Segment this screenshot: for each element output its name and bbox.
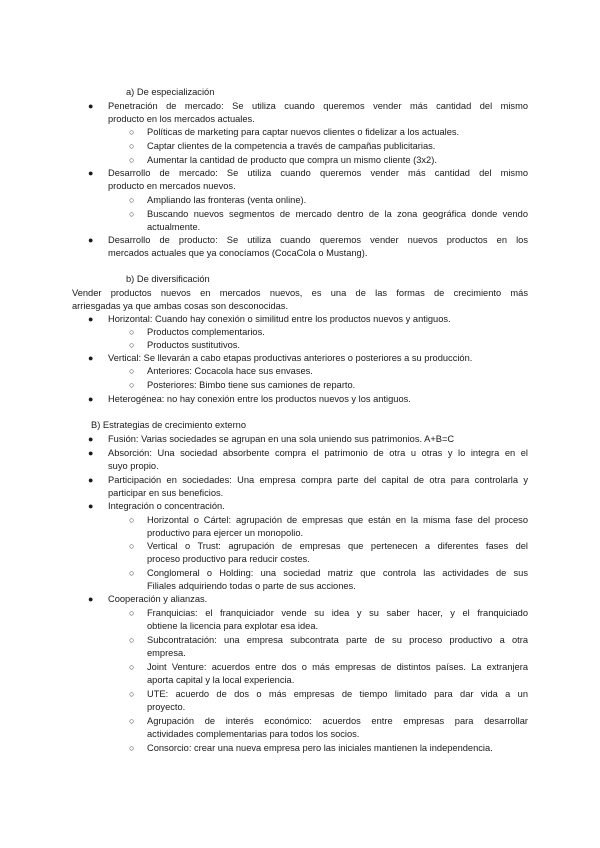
sub-bullet-icon: ○ [129,635,135,645]
paragraph-line: Vertical o Trust: agrupación de empresas que pertenecen a diferentes fases del [147,541,528,551]
list-item: Buscando nuevos segmentos de mercado dentro de la zona geográfica donde vendo [147,209,528,219]
paragraph-line: Franquicias: el franquiciador vende su idea y su saber hacer, y el franquiciado [147,608,528,618]
paragraph-line: suyo propio. [108,461,159,471]
sub-bullet-icon: ○ [129,155,135,165]
paragraph-line: arriesgadas ya que ambas cosas son desconocidas. [72,301,289,311]
sub-bullet-icon: ○ [129,515,135,525]
list-item: Anteriores: Cocacola hace sus envases. [147,366,313,376]
list-item: Ampliando las fronteras (venta online). [147,195,307,205]
bullet-icon: ● [88,314,94,324]
sub-bullet-icon: ○ [129,743,135,753]
paragraph-line: productivo para ejercer un monopolio. [147,528,304,538]
paragraph-line: Participación en sociedades: Una empresa compra parte del capital de otra para controlarla y [108,475,528,485]
paragraph-line: Horizontal o Cártel: agrupación de empresas que están en la misma fase del proceso [147,515,528,525]
bullet-icon: ● [88,434,94,444]
list-item: Integración o concentración. [108,501,225,511]
sub-bullet-icon: ○ [129,689,135,699]
list-item: Consorcio: crear una nueva empresa pero las iniciales mantienen la independencia. [147,743,493,753]
bullet-icon: ● [88,353,94,363]
paragraph-line: mercados actuales que ya conocíamos (CocaCola o Mustang). [108,248,368,258]
sub-bullet-icon: ○ [129,141,135,151]
paragraph-line: producto en mercados nuevos. [108,181,236,191]
bullet-icon: ● [88,101,94,111]
paragraph-line: UTE: acuerdo de dos o más empresas de tiempo limitado para dar vida a un [147,689,528,699]
paragraph-line: aporta capital y la local experiencia. [147,675,295,685]
list-item: Vertical: Se llevarán a cabo etapas productivas anteriores o posteriores a su producción. [108,353,473,363]
sub-bullet-icon: ○ [129,608,135,618]
bullet-icon: ● [88,448,94,458]
list-item: Políticas de marketing para captar nuevos clientes o fidelizar a los actuales. [147,127,460,137]
list-item: Productos sustitutivos. [147,340,241,350]
paragraph-line: proceso productivo para reducir costes. [147,554,310,564]
list-item: Fusión: Varias sociedades se agrupan en una sola uniendo sus patrimonios. A+B=C [108,434,455,444]
paragraph-line: Penetración de mercado: Se utiliza cuando queremos vender más cantidad del mismo [108,101,528,111]
paragraph-line: Filiales adquiriendo todas o parte de sus acciones. [147,581,356,591]
list-item: Posteriores: Bimbo tiene sus camiones de reparto. [147,380,356,390]
sub-bullet-icon: ○ [129,327,135,337]
list-item: actualmente. [147,222,201,232]
list-item: Cooperación y alianzas. [108,594,208,604]
paragraph-line: Agrupación de interés económico: acuerdos entre empresas para desarrollar [147,716,528,726]
bullet-icon: ● [88,394,94,404]
list-item: Aumentar la cantidad de producto que compra un mismo cliente (3x2). [147,155,437,165]
sub-bullet-icon: ○ [129,380,135,390]
section-heading-B: B) Estrategias de crecimiento externo [91,420,247,430]
paragraph-line: participar en sus beneficios. [108,488,224,498]
list-item: Productos complementarios. [147,327,265,337]
sub-bullet-icon: ○ [129,568,135,578]
sub-bullet-icon: ○ [129,127,135,137]
sub-bullet-icon: ○ [129,340,135,350]
list-item: Captar clientes de la competencia a través de campañas publicitarias. [147,141,436,151]
paragraph-line: Conglomeral o Holding: una sociedad matriz que controla las actividades de sus [147,568,528,578]
list-item: Heterogénea: no hay conexión entre los productos nuevos y los antiguos. [108,394,411,404]
sub-bullet-icon: ○ [129,716,135,726]
bullet-icon: ● [88,475,94,485]
list-item: Horizontal: Cuando hay conexión o similitud entre los productos nuevos y antiguos. [108,314,451,324]
paragraph-line: actividades complementarias para todos los socios. [147,729,360,739]
bullet-icon: ● [88,501,94,511]
bullet-icon: ● [88,235,94,245]
paragraph-line: Joint Venture: acuerdos entre dos o más empresas de distintos países. La extranjera [147,662,528,672]
bullet-icon: ● [88,168,94,178]
paragraph-line: Desarrollo de mercado: Se utiliza cuando queremos vender más cantidad del mismo [108,168,528,178]
paragraph-line: Vender productos nuevos en mercados nuevos, es una de las formas de crecimiento más [72,288,528,298]
paragraph-line: proyecto. [147,702,186,712]
paragraph-line: Absorción: Una sociedad absorbente compra el patrimonio de otra u otras y lo integra en el [108,448,528,458]
paragraph-line: Desarrollo de producto: Se utiliza cuando queremos vender nuevos productos en los [108,235,528,245]
paragraph-line: empresa. [147,648,186,658]
bullet-icon: ● [88,594,94,604]
sub-bullet-icon: ○ [129,209,135,219]
paragraph-line: Subcontratación: una empresa subcontrata parte de su proceso productivo a otra [147,635,528,645]
section-heading-b: b) De diversificación [126,274,210,284]
sub-bullet-icon: ○ [129,662,135,672]
section-heading-a: a) De especialización [126,87,215,97]
sub-bullet-icon: ○ [129,366,135,376]
sub-bullet-icon: ○ [129,195,135,205]
paragraph-line: producto en los mercados actuales. [108,114,255,124]
sub-bullet-icon: ○ [129,541,135,551]
paragraph-line: obtiene la licencia para explotar esa idea. [147,621,319,631]
